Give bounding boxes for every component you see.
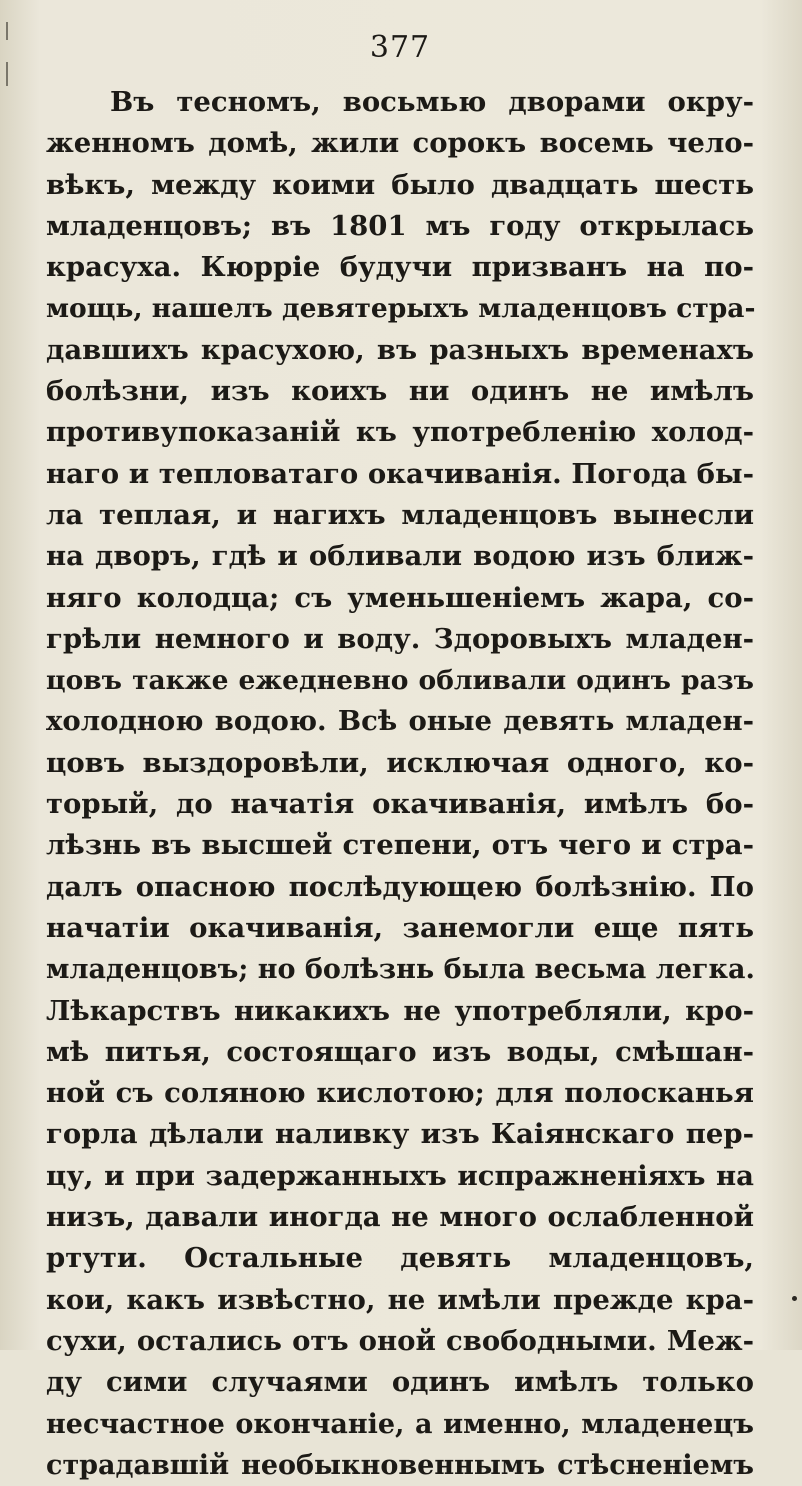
page-number: 377 xyxy=(369,30,431,65)
text-line: низъ, давали иногда не много ослабленной xyxy=(46,1201,754,1234)
text-line: на дворъ, гдѣ и обливали водою изъ ближ- xyxy=(46,540,754,573)
gutter-mark xyxy=(6,22,8,40)
text-line: давшихъ красухою, въ разныхъ временахъ xyxy=(46,333,754,366)
ink-speck xyxy=(792,1296,797,1301)
text-line: ной съ соляною кислотою; для полосканья xyxy=(46,1077,754,1110)
text-line: Въ тесномъ, восьмью дворами окру- xyxy=(110,86,754,118)
text-line: горла дѣлали наливку изъ Каіянскаго пер- xyxy=(46,1118,754,1151)
text-line: ртути. Остальные девять младенцовъ, xyxy=(46,1242,754,1275)
gutter-mark xyxy=(6,62,8,86)
text-line: цовъ также ежедневно обливали одинъ разъ xyxy=(46,665,754,697)
text-line: кои, какъ извѣстно, не имѣли прежде кра- xyxy=(46,1283,754,1316)
text-line: красуха. Кюрріе будучи призванъ на по- xyxy=(46,251,754,284)
text-line: младенцовъ; въ 1801 мъ году открылась xyxy=(46,209,754,242)
text-line: грѣли немного и воду. Здоровыхъ младен- xyxy=(46,622,754,655)
text-line: мощь, нашелъ девятерыхъ младенцовъ стра- xyxy=(46,293,756,325)
text-line: противупоказаній къ употребленію холод- xyxy=(46,416,754,449)
text-line: няго колодца; съ уменьшеніемъ жара, со- xyxy=(46,581,754,614)
text-line: лѣзнь въ высшей степени, отъ чего и стра- xyxy=(46,829,754,862)
text-line: мѣ питья, состоящаго изъ воды, смѣшан- xyxy=(46,1035,754,1068)
text-line: холодною водою. Всѣ оные девять младен- xyxy=(46,705,754,738)
text-line: начатіи окачиванія, занемогли еще пять xyxy=(46,911,754,944)
text-line: сухи, остались отъ оной свободными. Меж- xyxy=(46,1324,754,1357)
text-line: наго и тепловатаго окачиванія. Погода бы- xyxy=(46,457,754,490)
text-line: болѣзни, изъ коихъ ни одинъ не имѣлъ xyxy=(46,375,754,408)
text-line: ду сими случаями одинъ имѣлъ только xyxy=(46,1366,754,1399)
text-line: Лѣкарствъ никакихъ не употребляли, кро- xyxy=(46,994,754,1027)
text-line: страдавшій необыкновеннымъ стѣсненіемъ xyxy=(46,1449,754,1481)
text-line: торый, до начатія окачиванія, имѣлъ бо- xyxy=(46,788,754,821)
text-line: женномъ домѣ, жили сорокъ восемь чело- xyxy=(46,127,754,160)
text-line: цовъ выздоровѣли, исключая одного, ко- xyxy=(46,746,754,779)
text-line: далъ опасною послѣдующею болѣзнію. По xyxy=(46,870,754,903)
text-line: вѣкъ, между коими было двадцать шесть xyxy=(46,168,754,201)
body-text xyxy=(46,82,754,1486)
text-line: младенцовъ; но болѣзнь была весьма легка. xyxy=(46,954,755,986)
text-line: цу, и при задержанныхъ испражненіяхъ на xyxy=(46,1159,754,1192)
text-line: несчастное окончаніе, а именно, младенецъ xyxy=(46,1408,754,1440)
text-line: ла теплая, и нагихъ младенцовъ вынесли xyxy=(46,498,754,531)
